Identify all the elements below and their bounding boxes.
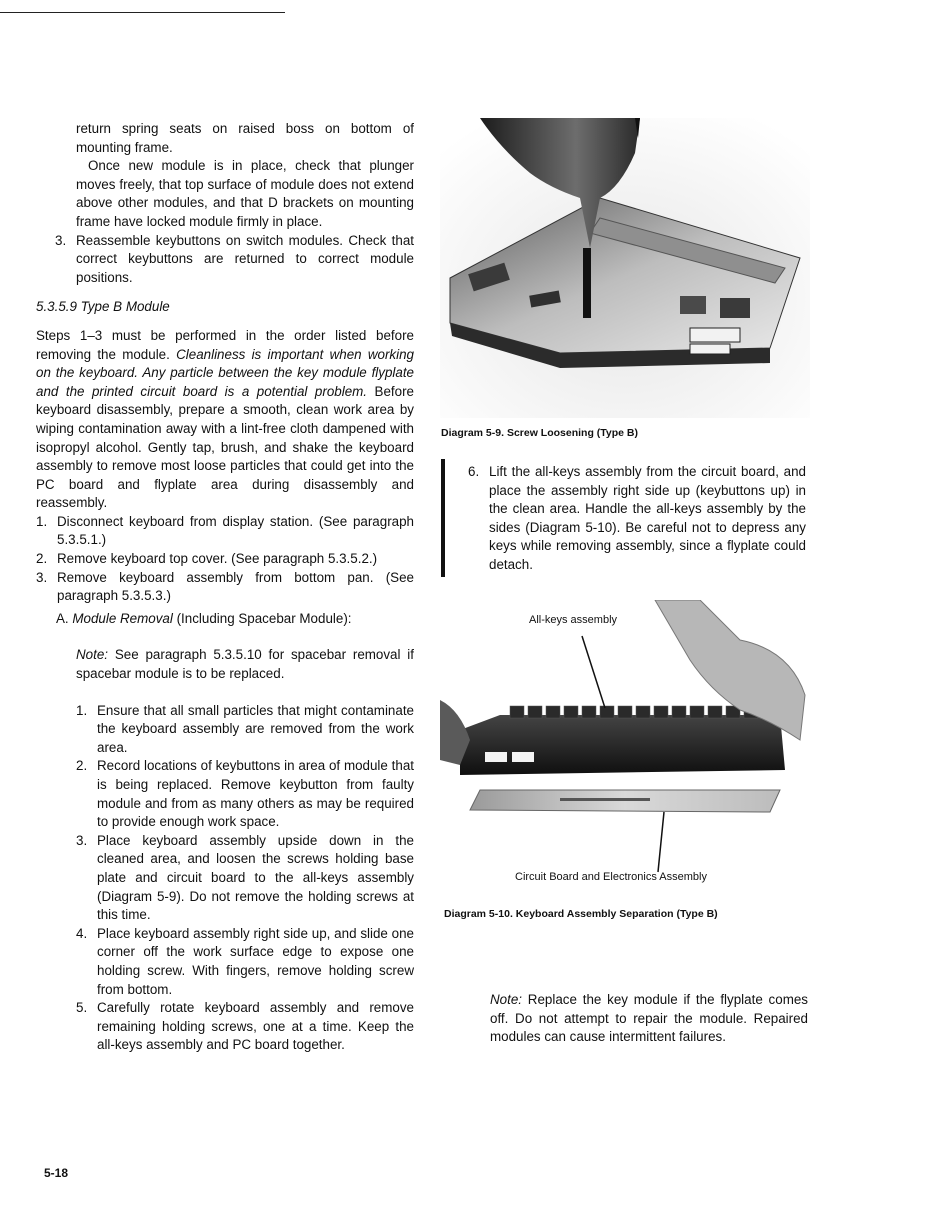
list-text: Reassemble keybuttons on switch modules. Check that correct keybuttons are returned to correct module positions.: [76, 232, 414, 285]
diagram-caption-5-9: Diagram 5-9. Screw Loosening (Type B): [441, 427, 639, 439]
diagram-caption-5-10: Diagram 5-10. Keyboard Assembly Separation (Type B): [444, 908, 718, 920]
list-text: Place keyboard assembly right side up, and slide one corner off the work surface edge to expose one holding screw. With fingers, remove holding screw from bottom.: [97, 925, 414, 997]
list-item: [36, 513, 414, 550]
intro-paragraph: [36, 327, 414, 513]
step-6-block: [440, 463, 806, 575]
note-text: See paragraph 5.3.5.10 for spacebar removal if spacebar module is to be replaced.: [76, 647, 414, 682]
note: [76, 646, 414, 683]
list-text: Record locations of keybuttons in area of module that is being replaced. Remove keybutton from faulty module and from as many others as may be required to provide enough work space.: [97, 758, 414, 830]
list-text: Place keyboard assembly upside down in the cleaned area, and loosen the screws holding base plate and circuit board to the all-keys assembly (Diagram 5-9). Do not remove the holding screws at this time.: [97, 832, 414, 923]
list-text: Lift the all-keys assembly from the circuit board, and place the assembly right side up (keybuttons up) in the clean area. Handle the all-keys assembly by the sides (Diagram 5-10). Be careful not to depress any keys while removing assembly, since a flyplate could detach.: [489, 464, 806, 572]
top-rule: [0, 12, 285, 13]
intro-text-rest: Before keyboard disassembly, prepare a smooth, clean work area by wiping contamination away with a lint-free cloth dampened with isopropyl alcohol. Gently tap, brush, and shake the keyboard assembly to remove most loose particles that could get into the PC board and flyplate area during disassembly and reassembly.: [36, 383, 414, 511]
callout-circuit-board: Circuit Board and Electronics Assembly: [515, 871, 707, 883]
list-number: 4.: [76, 925, 88, 941]
note-label: Note:: [490, 992, 523, 1007]
list-number: 3.: [55, 232, 67, 248]
list-item: [36, 569, 414, 606]
list-number: 5.: [76, 1000, 88, 1016]
list-item: [36, 702, 414, 758]
list-text: Remove keyboard assembly from bottom pan. (See paragraph 5.3.5.3.): [57, 569, 414, 604]
list-number: 2.: [76, 758, 88, 774]
list-number: 3.: [76, 832, 88, 848]
list-text: Carefully rotate keyboard assembly and remove remaining holding screws, one at a time. Keep the all-keys assembly and PC board together.: [97, 1000, 414, 1053]
list-number: 1.: [36, 513, 48, 529]
section-heading: 5.3.5.9 Type B Module: [36, 299, 170, 315]
continued-paragraph: return spring seats on raised boss on bottom of mounting frame.: [76, 121, 414, 155]
screw-loosening-photo: [440, 118, 810, 418]
list-number: 1.: [76, 702, 88, 718]
note-label: Note:: [76, 647, 109, 663]
page-number: 5-18: [44, 1166, 69, 1180]
note-text: Replace the key module if the flyplate comes off. Do not attempt to repair the module. Repaired modules can cause intermittent failures.: [490, 992, 808, 1045]
subheading-italic: Module Removal: [72, 610, 173, 626]
list-number: 2.: [36, 551, 48, 567]
intro-emphasis: Cleanliness is important when working on the keyboard. Any particle between the key module flyplate and the printed circuit board is a potential problem.: [36, 346, 414, 399]
list-text: Remove keyboard top cover. (See paragraph 5.3.5.2.): [57, 551, 378, 567]
subheading-prefix: A.: [56, 610, 73, 626]
note: [490, 991, 808, 1047]
right-note: [490, 991, 808, 1047]
list-item: [36, 832, 414, 925]
list-item: [440, 463, 806, 575]
callout-all-keys: All-keys assembly: [529, 614, 618, 626]
subheading-rest: (Including Spacebar Module):: [172, 610, 352, 626]
intro-text: Steps 1–3 must be performed in the order listed before removing the module.: [36, 327, 414, 362]
list-text: Ensure that all small particles that might contaminate the keyboard assembly are removed from the work area.: [97, 702, 414, 755]
list-number: 6.: [468, 464, 480, 479]
list-item: [36, 550, 414, 569]
list-item: [36, 999, 414, 1055]
paragraph-new-module: Once new module is in place, check that plunger moves freely, that top surface of module does not extend above other modules, and that D brackets on mounting frame have locked module firmly in place.: [76, 158, 414, 229]
list-text: Disconnect keyboard from display station. (See paragraph 5.3.5.1.): [57, 513, 414, 548]
list-item: [36, 757, 414, 831]
keyboard-separation-photo: [440, 600, 810, 900]
left-column: [36, 120, 414, 1055]
subheading-module-removal: [56, 610, 414, 629]
list-item: [36, 232, 414, 288]
list-item: [36, 925, 414, 999]
list-number: 3.: [36, 569, 48, 585]
